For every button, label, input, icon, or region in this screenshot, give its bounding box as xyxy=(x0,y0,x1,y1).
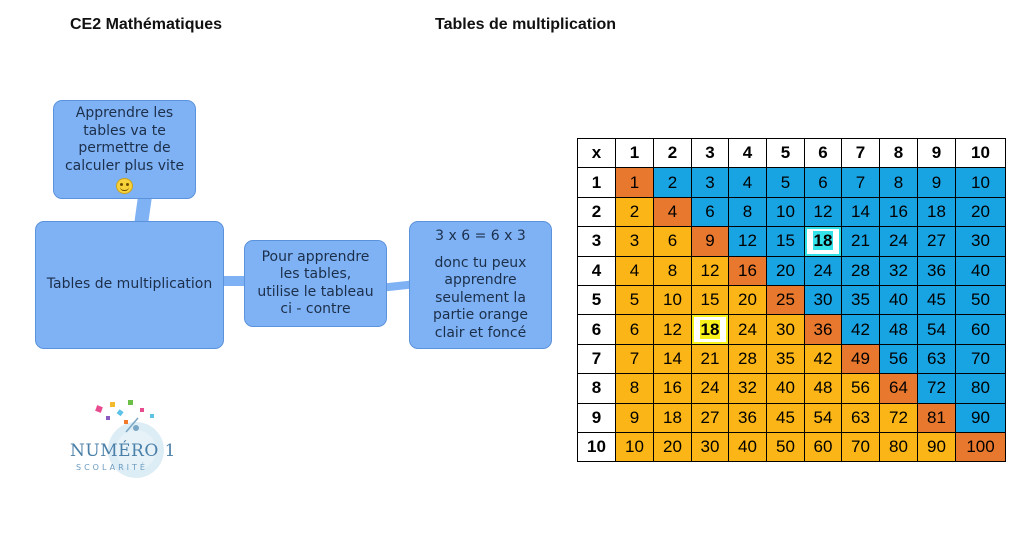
table-cell: 49 xyxy=(842,344,880,373)
logo-subtext: SCOLARITÉ xyxy=(76,463,148,472)
table-row-header: 3 xyxy=(578,227,616,256)
table-cell: 80 xyxy=(956,374,1006,403)
table-cell: 9 xyxy=(692,227,729,256)
table-row xyxy=(578,403,1006,432)
table-cell: 64 xyxy=(880,374,918,403)
table-cell: 70 xyxy=(956,344,1006,373)
table-cell: 42 xyxy=(805,344,842,373)
node-line: Apprendre les xyxy=(75,105,174,121)
table-cell: 30 xyxy=(767,315,805,344)
table-row xyxy=(578,227,1006,256)
table-cell: 24 xyxy=(692,374,729,403)
table-cell: 4 xyxy=(654,197,692,226)
highlighted-value: 18 xyxy=(700,319,720,339)
node-line: utilise le tableau xyxy=(257,283,374,300)
table-row-header: 5 xyxy=(578,285,616,314)
table-cell: 5 xyxy=(767,168,805,197)
table-cell: 28 xyxy=(729,344,767,373)
table-row-header: 10 xyxy=(578,432,616,461)
table-header-row xyxy=(578,139,1006,168)
table-cell: 48 xyxy=(805,374,842,403)
table-cell: 10 xyxy=(956,168,1006,197)
table-corner-cell: x xyxy=(578,139,616,168)
table-row xyxy=(578,374,1006,403)
table-column-header: 4 xyxy=(729,139,767,168)
table-cell: 9 xyxy=(616,403,654,432)
table-cell: 20 xyxy=(767,256,805,285)
table-cell: 90 xyxy=(918,432,956,461)
table-row xyxy=(578,285,1006,314)
table-column-header: 6 xyxy=(805,139,842,168)
table-column-header: 9 xyxy=(918,139,956,168)
table-column-header: 3 xyxy=(692,139,729,168)
table-cell: 16 xyxy=(654,374,692,403)
table-cell: 40 xyxy=(729,432,767,461)
table-cell: 6 xyxy=(654,227,692,256)
table-cell: 2 xyxy=(654,168,692,197)
table-cell: 15 xyxy=(767,227,805,256)
table-column-header: 10 xyxy=(956,139,1006,168)
table-cell: 36 xyxy=(729,403,767,432)
table-cell-highlighted xyxy=(692,315,729,344)
table-row-header: 6 xyxy=(578,315,616,344)
table-cell: 8 xyxy=(654,256,692,285)
table-cell: 21 xyxy=(842,227,880,256)
table-cell: 8 xyxy=(880,168,918,197)
table-cell: 7 xyxy=(842,168,880,197)
table-row xyxy=(578,344,1006,373)
table-cell: 72 xyxy=(918,374,956,403)
table-cell: 5 xyxy=(616,285,654,314)
smiley-icon xyxy=(116,178,133,194)
table-cell-highlighted xyxy=(805,227,842,256)
table-cell: 10 xyxy=(616,432,654,461)
table-row-header: 2 xyxy=(578,197,616,226)
node-line: calculer plus vite xyxy=(64,157,185,174)
table-cell: 10 xyxy=(654,285,692,314)
table-cell: 54 xyxy=(918,315,956,344)
table-row xyxy=(578,315,1006,344)
table-cell: 24 xyxy=(805,256,842,285)
table-cell: 9 xyxy=(918,168,956,197)
table-cell: 35 xyxy=(767,344,805,373)
table-cell: 27 xyxy=(918,227,956,256)
node-line: Pour apprendre xyxy=(261,248,370,265)
logo-text: NUMÉRO 1 xyxy=(70,441,176,461)
table-cell: 32 xyxy=(880,256,918,285)
table-cell: 100 xyxy=(956,432,1006,461)
table-cell: 40 xyxy=(880,285,918,314)
connector-right xyxy=(385,281,412,292)
table-cell: 25 xyxy=(767,285,805,314)
table-cell: 24 xyxy=(729,315,767,344)
table-cell: 80 xyxy=(880,432,918,461)
table-cell: 30 xyxy=(805,285,842,314)
table-cell: 3 xyxy=(616,227,654,256)
table-cell: 36 xyxy=(805,315,842,344)
table-cell: 10 xyxy=(767,197,805,226)
table-cell: 32 xyxy=(729,374,767,403)
table-cell: 6 xyxy=(616,315,654,344)
table-cell: 81 xyxy=(918,403,956,432)
table-cell: 90 xyxy=(956,403,1006,432)
table-cell: 30 xyxy=(956,227,1006,256)
header-title: Tables de multiplication xyxy=(435,16,617,33)
table-cell: 18 xyxy=(918,197,956,226)
table-cell: 20 xyxy=(956,197,1006,226)
table-cell: 50 xyxy=(767,432,805,461)
table-row-header: 8 xyxy=(578,374,616,403)
table-row-header: 1 xyxy=(578,168,616,197)
table-cell: 54 xyxy=(805,403,842,432)
table-cell: 18 xyxy=(654,403,692,432)
table-cell: 40 xyxy=(956,256,1006,285)
mindmap-node-motivation xyxy=(53,100,196,199)
table-cell: 45 xyxy=(918,285,956,314)
table-cell: 35 xyxy=(842,285,880,314)
table-cell: 30 xyxy=(692,432,729,461)
table-cell: 1 xyxy=(616,168,654,197)
node-line: ci - contre xyxy=(280,301,351,317)
table-cell: 20 xyxy=(654,432,692,461)
table-cell: 8 xyxy=(616,374,654,403)
table-cell: 2 xyxy=(616,197,654,226)
table-cell: 56 xyxy=(842,374,880,403)
table-row xyxy=(578,197,1006,226)
mindmap-node-instructions xyxy=(244,240,387,327)
table-cell: 40 xyxy=(767,374,805,403)
table-cell: 70 xyxy=(842,432,880,461)
connector-top xyxy=(134,198,152,223)
table-cell: 42 xyxy=(842,315,880,344)
table-cell: 63 xyxy=(918,344,956,373)
table-row-header: 9 xyxy=(578,403,616,432)
node-line: 3 x 6 = 6 x 3 xyxy=(435,228,526,244)
node-line: donc tu peux xyxy=(434,254,527,271)
table-cell: 20 xyxy=(729,285,767,314)
table-cell: 63 xyxy=(842,403,880,432)
table-column-header: 2 xyxy=(654,139,692,168)
table-cell: 24 xyxy=(880,227,918,256)
table-cell: 45 xyxy=(767,403,805,432)
node-line: apprendre xyxy=(444,272,517,288)
table-cell: 8 xyxy=(729,197,767,226)
node-line: les tables, xyxy=(279,266,352,282)
table-column-header: 5 xyxy=(767,139,805,168)
table-cell: 12 xyxy=(692,256,729,285)
table-cell: 56 xyxy=(880,344,918,373)
table-cell: 12 xyxy=(805,197,842,226)
table-cell: 4 xyxy=(729,168,767,197)
table-cell: 60 xyxy=(956,315,1006,344)
table-cell: 60 xyxy=(805,432,842,461)
table-cell: 6 xyxy=(805,168,842,197)
table-cell: 48 xyxy=(880,315,918,344)
table-cell: 16 xyxy=(880,197,918,226)
node-line: clair et foncé xyxy=(434,324,527,341)
table-cell: 16 xyxy=(729,256,767,285)
mindmap-node-commutativity xyxy=(409,221,552,349)
mindmap-node-main: Tables de multiplication xyxy=(35,221,224,349)
table-cell: 4 xyxy=(616,256,654,285)
table-cell: 12 xyxy=(654,315,692,344)
table-cell: 27 xyxy=(692,403,729,432)
header-subject: CE2 Mathématiques xyxy=(70,16,223,33)
table-column-header: 8 xyxy=(880,139,918,168)
table-cell: 21 xyxy=(692,344,729,373)
node-line: seulement la xyxy=(435,289,526,306)
table-row-header: 7 xyxy=(578,344,616,373)
node-line: tables va te xyxy=(83,122,166,139)
table-row xyxy=(578,168,1006,197)
table-cell: 72 xyxy=(880,403,918,432)
multiplication-table xyxy=(577,138,1006,462)
connector-middle xyxy=(222,276,246,286)
table-column-header: 7 xyxy=(842,139,880,168)
table-cell: 3 xyxy=(692,168,729,197)
table-cell: 14 xyxy=(842,197,880,226)
table-row xyxy=(578,432,1006,461)
table-cell: 7 xyxy=(616,344,654,373)
table-row-header: 4 xyxy=(578,256,616,285)
table-cell: 12 xyxy=(729,227,767,256)
node-line: partie orange xyxy=(433,307,528,323)
table-cell: 28 xyxy=(842,256,880,285)
table-cell: 50 xyxy=(956,285,1006,314)
table-cell: 14 xyxy=(654,344,692,373)
table-column-header: 1 xyxy=(616,139,654,168)
table-row xyxy=(578,256,1006,285)
highlighted-value: 18 xyxy=(813,231,833,251)
table-cell: 36 xyxy=(918,256,956,285)
node-line: permettre de xyxy=(78,140,171,156)
table-cell: 6 xyxy=(692,197,729,226)
table-cell: 15 xyxy=(692,285,729,314)
